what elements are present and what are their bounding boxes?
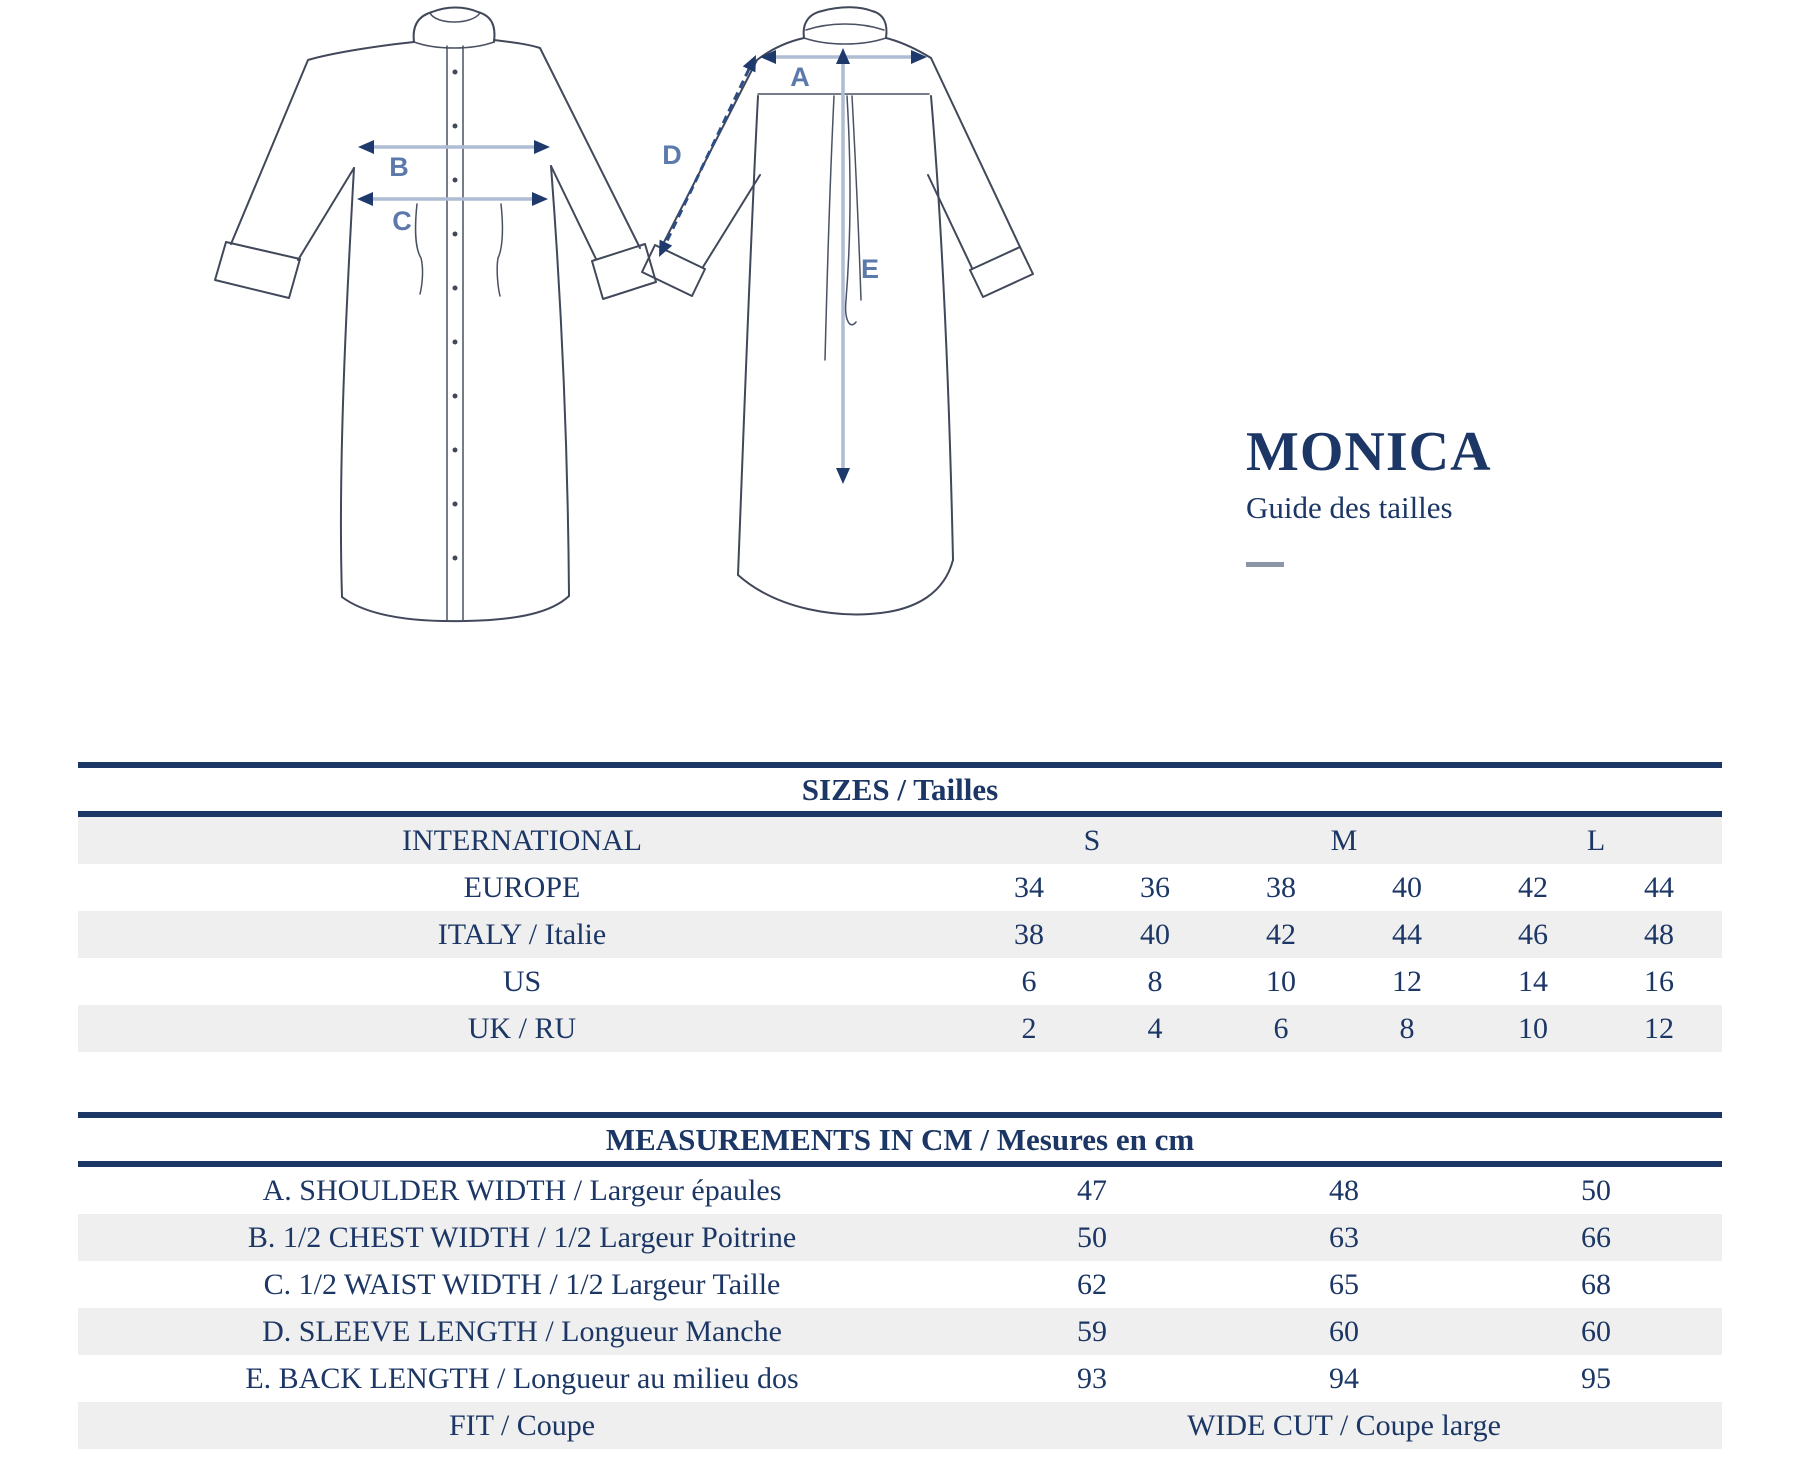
measure-cell: 59 bbox=[1077, 1314, 1107, 1348]
row-label: C. 1/2 WAIST WIDTH / 1/2 Largeur Taille bbox=[263, 1267, 781, 1301]
table-row-shoulder bbox=[78, 1167, 1722, 1214]
measure-label-c: C bbox=[392, 206, 412, 236]
table-row-waist bbox=[78, 1261, 1722, 1308]
size-cell: 46 bbox=[1518, 917, 1548, 951]
table-row-chest bbox=[78, 1214, 1722, 1261]
size-cell: 34 bbox=[1014, 870, 1044, 904]
size-cell: 6 bbox=[1273, 1011, 1289, 1045]
size-cell: 38 bbox=[1014, 917, 1044, 951]
table-row-europe bbox=[78, 864, 1722, 911]
size-cell: 42 bbox=[1518, 870, 1548, 904]
size-cell: 40 bbox=[1140, 917, 1170, 951]
garment-measurement-diagram bbox=[0, 0, 1800, 680]
row-label: UK / RU bbox=[467, 1011, 577, 1045]
size-cell: 40 bbox=[1392, 870, 1422, 904]
size-cell: 10 bbox=[1518, 1011, 1548, 1045]
sizes-table-title: SIZES / Tailles bbox=[801, 771, 999, 807]
measure-label-a: A bbox=[790, 62, 810, 92]
measurements-table-title: MEASUREMENTS IN CM / Mesures en cm bbox=[605, 1121, 1195, 1157]
table-row-sleeve bbox=[78, 1308, 1722, 1355]
row-label: INTERNATIONAL bbox=[402, 823, 642, 857]
guide-subtitle: Guide des tailles bbox=[1246, 490, 1453, 525]
table-row-italy bbox=[78, 911, 1722, 958]
size-cell: 4 bbox=[1147, 1011, 1163, 1045]
title-dash bbox=[1246, 562, 1284, 567]
row-label: US bbox=[502, 964, 542, 998]
measure-label-b: B bbox=[389, 152, 409, 182]
measure-cell: 65 bbox=[1329, 1267, 1359, 1301]
row-label: D. SLEEVE LENGTH / Longueur Manche bbox=[262, 1314, 782, 1348]
measure-cell: 48 bbox=[1329, 1173, 1359, 1207]
size-cell: 36 bbox=[1140, 870, 1170, 904]
size-cell: 12 bbox=[1392, 964, 1422, 998]
front-garment-sketch bbox=[215, 8, 656, 622]
measure-cell: 66 bbox=[1581, 1220, 1611, 1254]
row-label: FIT / Coupe bbox=[448, 1408, 596, 1442]
size-cell: 8 bbox=[1147, 964, 1163, 998]
size-cell: 2 bbox=[1021, 1011, 1037, 1045]
measure-cell: 50 bbox=[1581, 1173, 1611, 1207]
measure-cell: 68 bbox=[1581, 1267, 1611, 1301]
fit-value: WIDE CUT / Coupe large bbox=[1187, 1408, 1501, 1442]
size-cell: 8 bbox=[1399, 1011, 1415, 1045]
size-cell: 48 bbox=[1644, 917, 1674, 951]
size-group-m: M bbox=[1330, 823, 1358, 857]
size-group-l: L bbox=[1586, 823, 1606, 857]
measure-arrow-c bbox=[357, 192, 548, 206]
size-cell: 44 bbox=[1392, 917, 1422, 951]
measure-cell: 94 bbox=[1329, 1361, 1359, 1395]
measure-cell: 63 bbox=[1329, 1220, 1359, 1254]
title-block bbox=[1246, 420, 1492, 567]
table-row-back-length bbox=[78, 1355, 1722, 1402]
size-cell: 10 bbox=[1266, 964, 1296, 998]
measurements-table bbox=[78, 1112, 1722, 1449]
table-row-us bbox=[78, 958, 1722, 1005]
sizes-table-header bbox=[78, 768, 1722, 811]
measure-cell: 47 bbox=[1077, 1173, 1107, 1207]
size-group-s: S bbox=[1083, 823, 1101, 857]
row-label: EUROPE bbox=[463, 870, 581, 904]
product-title: MONICA bbox=[1246, 421, 1492, 483]
size-cell: 6 bbox=[1021, 964, 1037, 998]
table-row-fit bbox=[78, 1402, 1722, 1449]
size-cell: 12 bbox=[1644, 1011, 1674, 1045]
table-row-international bbox=[78, 817, 1722, 864]
table-row-uk bbox=[78, 1005, 1722, 1052]
size-cell: 44 bbox=[1644, 870, 1674, 904]
size-cell: 14 bbox=[1518, 964, 1548, 998]
measure-cell: 50 bbox=[1077, 1220, 1107, 1254]
size-cell: 16 bbox=[1644, 964, 1674, 998]
sizes-table bbox=[78, 762, 1722, 1052]
measure-cell: 93 bbox=[1077, 1361, 1107, 1395]
measure-cell: 95 bbox=[1581, 1361, 1611, 1395]
row-label: A. SHOULDER WIDTH / Largeur épaules bbox=[262, 1173, 782, 1207]
measure-cell: 60 bbox=[1329, 1314, 1359, 1348]
measure-label-e: E bbox=[860, 254, 880, 284]
row-label: ITALY / Italie bbox=[437, 917, 607, 951]
measurements-table-header bbox=[78, 1118, 1722, 1161]
back-garment-sketch bbox=[642, 7, 1033, 614]
measure-arrow-b bbox=[358, 140, 550, 154]
row-label: E. BACK LENGTH / Longueur au milieu dos bbox=[245, 1361, 799, 1395]
measure-label-d: D bbox=[662, 140, 682, 170]
row-label: B. 1/2 CHEST WIDTH / 1/2 Largeur Poitrine bbox=[247, 1220, 797, 1254]
size-cell: 38 bbox=[1266, 870, 1296, 904]
measure-cell: 60 bbox=[1581, 1314, 1611, 1348]
measure-cell: 62 bbox=[1077, 1267, 1107, 1301]
size-cell: 42 bbox=[1266, 917, 1296, 951]
